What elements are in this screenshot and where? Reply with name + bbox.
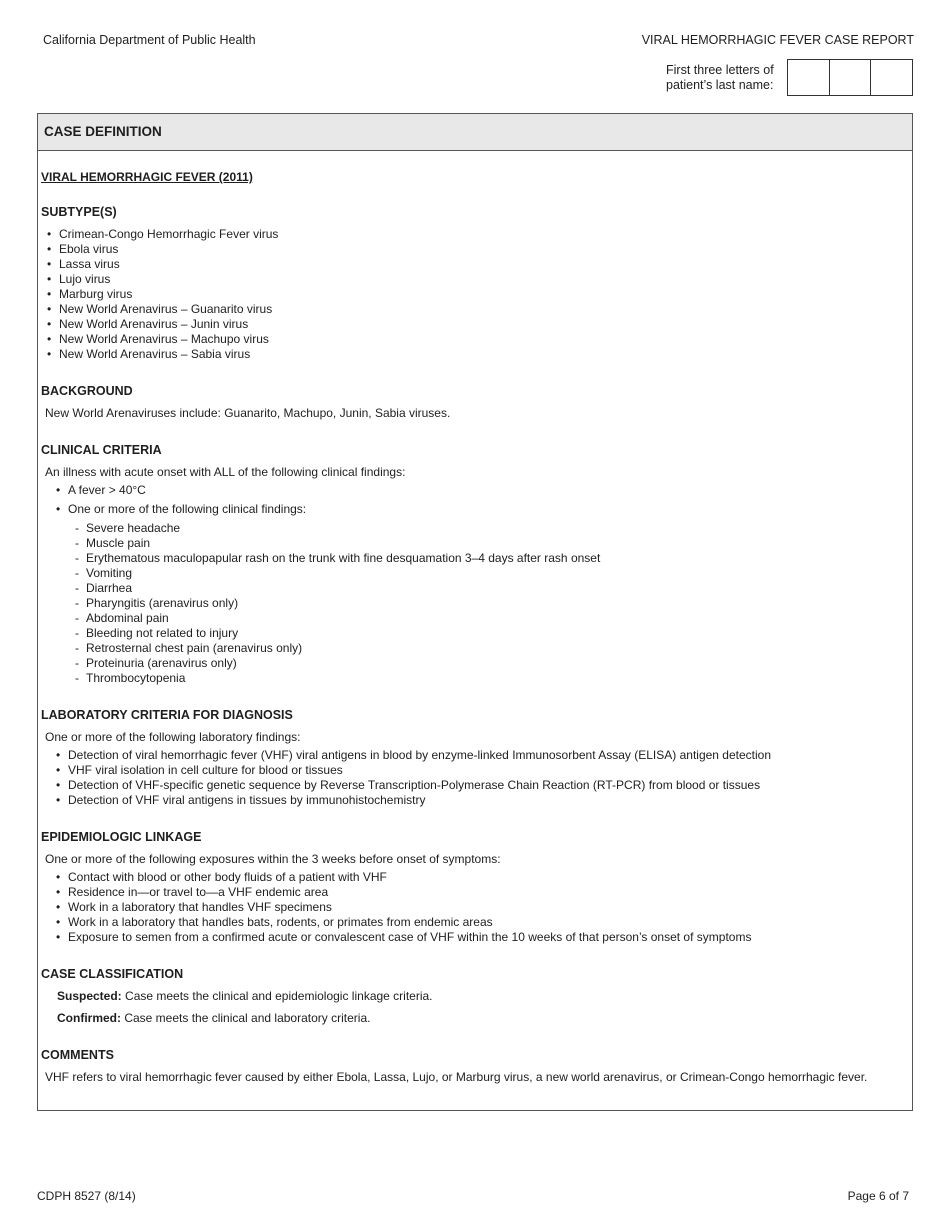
laboratory-list (41, 748, 912, 808)
initials-label-line2: patient’s last name: (666, 78, 774, 92)
list-item: • Crimean-Congo Hemorrhagic Fever virus (41, 227, 912, 242)
clinical-intro: An illness with acute onset with ALL of the following clinical findings: (45, 465, 406, 479)
laboratory-intro: One or more of the following laboratory findings: (45, 730, 301, 744)
list-item: • Work in a laboratory that handles bats, rodents, or primates from endemic areas (41, 915, 912, 930)
list-item: - Severe headache (41, 521, 912, 536)
organization-name: California Department of Public Health (43, 33, 256, 47)
list-item: - Muscle pain (41, 536, 912, 551)
comments-text: VHF refers to viral hemorrhagic fever caused by either Ebola, Lassa, Lujo, or Marburg virus, a new world arenavirus, or Crimean-Congo hemorrhagic fever. (45, 1070, 868, 1084)
case-definition-content (38, 151, 912, 1085)
list-item: • Detection of viral hemorrhagic fever (VHF) viral antigens in blood by enzyme-linked Immunosorbent Assay (ELISA) antigen detection (41, 748, 912, 763)
subtypes-heading: SUBTYPE(S) (41, 205, 117, 219)
initial-letter-2-field[interactable] (830, 60, 872, 95)
initials-label (666, 63, 774, 93)
confirmed-label: Confirmed: (57, 1011, 121, 1025)
epidemiologic-list (41, 870, 912, 945)
suspected-label: Suspected: (57, 989, 122, 1003)
list-item: • New World Arenavirus – Machupo virus (41, 332, 912, 347)
disease-title: VIRAL HEMORRHAGIC FEVER (2011) (41, 170, 253, 184)
list-item: - Abdominal pain (41, 611, 912, 626)
page-number: Page 6 of 7 (847, 1189, 909, 1203)
epidemiologic-linkage-heading: EPIDEMIOLOGIC LINKAGE (41, 830, 202, 844)
list-item: • Work in a laboratory that handles VHF specimens (41, 900, 912, 915)
laboratory-criteria-heading: LABORATORY CRITERIA FOR DIAGNOSIS (41, 708, 293, 722)
epidemiologic-intro: One or more of the following exposures within the 3 weeks before onset of symptoms: (45, 852, 501, 866)
list-item: • New World Arenavirus – Junin virus (41, 317, 912, 332)
list-item: • Ebola virus (41, 242, 912, 257)
list-item: • New World Arenavirus – Guanarito virus (41, 302, 912, 317)
list-item: - Thrombocytopenia (41, 671, 912, 686)
list-item: - Vomiting (41, 566, 912, 581)
subtypes-list (41, 227, 912, 362)
comments-heading: COMMENTS (41, 1048, 114, 1062)
laboratory-criteria-section (41, 708, 912, 808)
clinical-criteria-section (41, 443, 912, 686)
clinical-criteria-heading: CLINICAL CRITERIA (41, 443, 162, 457)
list-item: - Diarrhea (41, 581, 912, 596)
background-text: New World Arenaviruses include: Guanarito, Machupo, Junin, Sabia viruses. (45, 406, 451, 420)
list-item: - Retrosternal chest pain (arenavirus only) (41, 641, 912, 656)
list-item: • A fever > 40°C (41, 483, 912, 498)
background-section (41, 384, 912, 421)
list-item: • New World Arenavirus – Sabia virus (41, 347, 912, 362)
list-item: - Pharyngitis (arenavirus only) (41, 596, 912, 611)
suspected-line (41, 989, 912, 1004)
suspected-text: Case meets the clinical and epidemiologic linkage criteria. (121, 989, 433, 1003)
confirmed-line (41, 1011, 912, 1026)
list-item: - Proteinuria (arenavirus only) (41, 656, 912, 671)
epidemiologic-linkage-section (41, 830, 912, 945)
list-item: • Residence in—or travel to—a VHF endemic area (41, 885, 912, 900)
initials-label-line1: First three letters of (666, 63, 774, 77)
clinical-top-list (41, 483, 912, 517)
list-item: - Erythematous maculopapular rash on the trunk with fine desquamation 3–4 days after rash onset (41, 551, 912, 566)
initial-letter-1-field[interactable] (788, 60, 830, 95)
background-heading: BACKGROUND (41, 384, 133, 398)
list-item: • Lujo virus (41, 272, 912, 287)
case-classification-section (41, 967, 912, 1026)
initials-input-group (787, 59, 913, 96)
list-item: • VHF viral isolation in cell culture for blood or tissues (41, 763, 912, 778)
comments-section (41, 1048, 912, 1085)
confirmed-text: Case meets the clinical and laboratory criteria. (121, 1011, 371, 1025)
list-item: - Bleeding not related to injury (41, 626, 912, 641)
list-item: • One or more of the following clinical findings: (41, 502, 912, 517)
clinical-findings-list (41, 521, 912, 686)
initial-letter-3-field[interactable] (871, 60, 912, 95)
section-title: CASE DEFINITION (38, 114, 912, 151)
list-item: • Contact with blood or other body fluids of a patient with VHF (41, 870, 912, 885)
list-item: • Detection of VHF viral antigens in tissues by immunohistochemistry (41, 793, 912, 808)
list-item: • Lassa virus (41, 257, 912, 272)
case-definition-panel (37, 113, 913, 1111)
list-item: • Exposure to semen from a confirmed acute or convalescent case of VHF within the 10 weeks of that person’s onset of symptoms (41, 930, 912, 945)
case-classification-heading: CASE CLASSIFICATION (41, 967, 184, 981)
list-item: • Marburg virus (41, 287, 912, 302)
subtypes-section (41, 205, 912, 362)
list-item: • Detection of VHF-specific genetic sequence by Reverse Transcription-Polymerase Chain Reaction (RT-PCR) from blood or tissues (41, 778, 912, 793)
form-id: CDPH 8527 (8/14) (37, 1189, 136, 1203)
report-title: VIRAL HEMORRHAGIC FEVER CASE REPORT (641, 33, 914, 47)
